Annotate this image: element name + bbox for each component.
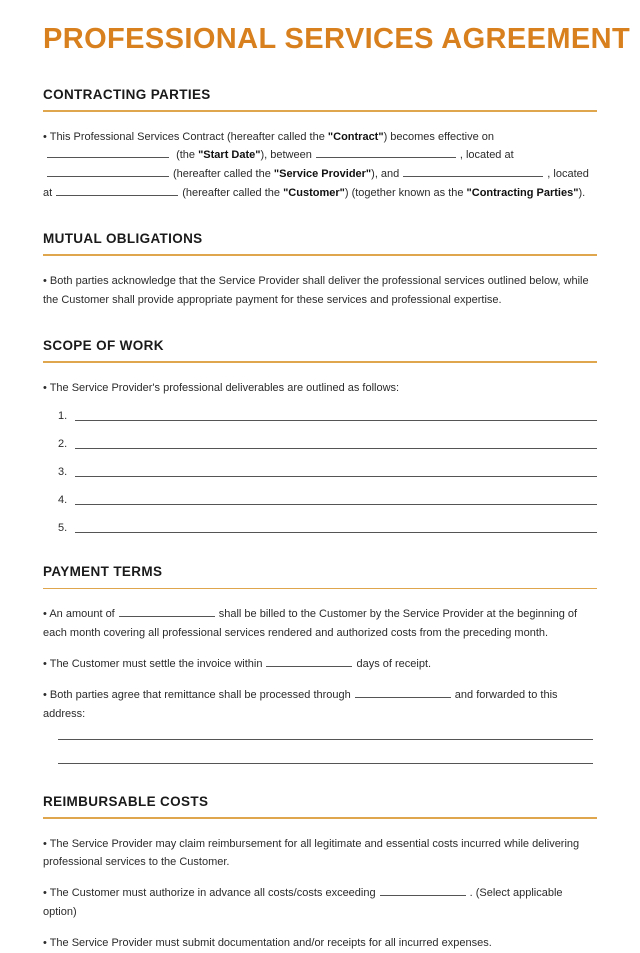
pt3-text-2: and forwarded to this address: (43, 688, 558, 720)
section-divider (43, 588, 597, 590)
blank-deliverable-4[interactable] (75, 503, 597, 505)
blank-service-provider-name[interactable] (316, 146, 456, 158)
spacer (43, 203, 597, 231)
cp-term-start-date: "Start Date" (198, 149, 261, 162)
deliverables-list (43, 411, 597, 534)
list-item (43, 495, 597, 506)
cp-text-11: ). (578, 187, 586, 200)
spacer (43, 310, 597, 338)
rc2-text-1: The Customer must authorize in advance all costs/costs exceeding (49, 887, 376, 900)
bullet-marker: • (43, 658, 47, 671)
payment-terms-paragraph-2 (43, 655, 597, 674)
spacer (43, 57, 597, 87)
bullet-marker: • (43, 688, 47, 701)
list-item (43, 467, 597, 478)
cp-term-customer: "Customer" (283, 187, 345, 200)
cp-text-9: (hereafter called the (182, 187, 284, 200)
blank-customer-name[interactable] (403, 165, 543, 177)
cp-text-7: ), and (371, 168, 400, 181)
contracting-parties-paragraph (43, 128, 597, 204)
section-payment-terms (43, 564, 597, 763)
blank-address-line-1[interactable] (58, 738, 593, 740)
blank-service-provider-address[interactable] (47, 165, 169, 177)
list-item-number: 2. (58, 438, 68, 451)
cp-text-4: ), between (260, 149, 312, 162)
blank-billed-amount[interactable] (119, 605, 215, 617)
mutual-obligations-paragraph: • Both parties acknowledge that the Service Provider shall deliver the professional services outlined below, while the Customer shall provide appropriate payment for these services and professional expertise. (43, 274, 589, 306)
cp-term-service-provider: "Service Provider" (273, 168, 372, 181)
blank-customer-address[interactable] (56, 184, 178, 196)
list-item-number: 1. (58, 410, 68, 423)
remittance-address-lines (43, 738, 597, 764)
reimbursable-costs-paragraph-1: • The Service Provider may claim reimbursement for all legitimate and essential costs incurred while delivering professional services to the Customer. (43, 837, 580, 869)
section-divider (43, 110, 597, 112)
pt1-text-1: An amount of (49, 608, 115, 621)
pt2-text-2: days of receipt. (356, 658, 432, 671)
section-heading-reimbursable-costs: REIMBURSABLE COSTS (43, 793, 209, 809)
pt2-text-1: The Customer must settle the invoice within (49, 658, 263, 671)
cp-text-10: ) (together known as the (344, 187, 467, 200)
list-item-number: 3. (58, 466, 68, 479)
list-item-number: 5. (58, 522, 68, 535)
cp-text-8: , located at (43, 168, 589, 200)
page-title: PROFESSIONAL SERVICES AGREEMENT (43, 23, 631, 55)
scope-of-work-intro: • The Service Provider's professional deliverables are outlined as follows: (43, 381, 400, 394)
cp-term-contract: "Contract" (327, 130, 384, 143)
list-item-number: 4. (58, 494, 68, 507)
pt1-text-2: shall be billed to the Customer by the Service Provider at the beginning of each month covering all professional services rendered and authorized costs from the preceding month. (43, 608, 578, 640)
blank-remittance-method[interactable] (355, 686, 451, 698)
section-heading-payment-terms: PAYMENT TERMS (43, 564, 163, 580)
cp-term-contracting-parties: "Contracting Parties" (466, 187, 579, 200)
blank-deliverable-5[interactable] (75, 531, 597, 533)
blank-cost-threshold[interactable] (380, 884, 466, 896)
reimbursable-costs-paragraph-3: • The Service Provider must submit documentation and/or receipts for all incurred expenses. (43, 937, 492, 950)
blank-deliverable-1[interactable] (75, 419, 597, 421)
blank-deliverable-3[interactable] (75, 475, 597, 477)
section-divider (43, 361, 597, 363)
bullet-marker: • (43, 130, 47, 143)
rc2-text-2: . (Select applicable option) (43, 887, 563, 919)
cp-text-6: (hereafter called the (173, 168, 274, 181)
section-mutual-obligations (43, 231, 597, 310)
section-reimbursable-costs (43, 794, 597, 953)
list-item (43, 411, 597, 422)
blank-deliverable-2[interactable] (75, 447, 597, 449)
section-heading-contracting-parties: CONTRACTING PARTIES (43, 86, 211, 102)
blank-invoice-days[interactable] (266, 655, 352, 667)
cp-text-5: , located at (459, 149, 514, 162)
cp-text-2: ) becomes effective on (383, 130, 495, 143)
bullet-marker: • (43, 887, 47, 900)
section-heading-scope-of-work: SCOPE OF WORK (43, 337, 164, 353)
cp-text-3: (the (176, 149, 199, 162)
payment-terms-paragraph-3 (43, 686, 597, 724)
section-scope-of-work (43, 338, 597, 535)
list-item (43, 439, 597, 450)
payment-terms-paragraph-1 (43, 605, 597, 643)
blank-effective-date[interactable] (47, 146, 169, 158)
bullet-marker: • (43, 608, 47, 621)
list-item (43, 523, 597, 534)
cp-text-1: This Professional Services Contract (hereafter called the (49, 130, 328, 143)
pt3-text-1: Both parties agree that remittance shall be processed through (49, 688, 351, 701)
section-divider (43, 254, 597, 256)
section-divider (43, 817, 597, 819)
spacer (43, 534, 597, 564)
section-contracting-parties (43, 87, 597, 203)
section-heading-mutual-obligations: MUTUAL OBLIGATIONS (43, 231, 203, 247)
spacer (43, 764, 597, 794)
reimbursable-costs-paragraph-2 (43, 884, 597, 922)
